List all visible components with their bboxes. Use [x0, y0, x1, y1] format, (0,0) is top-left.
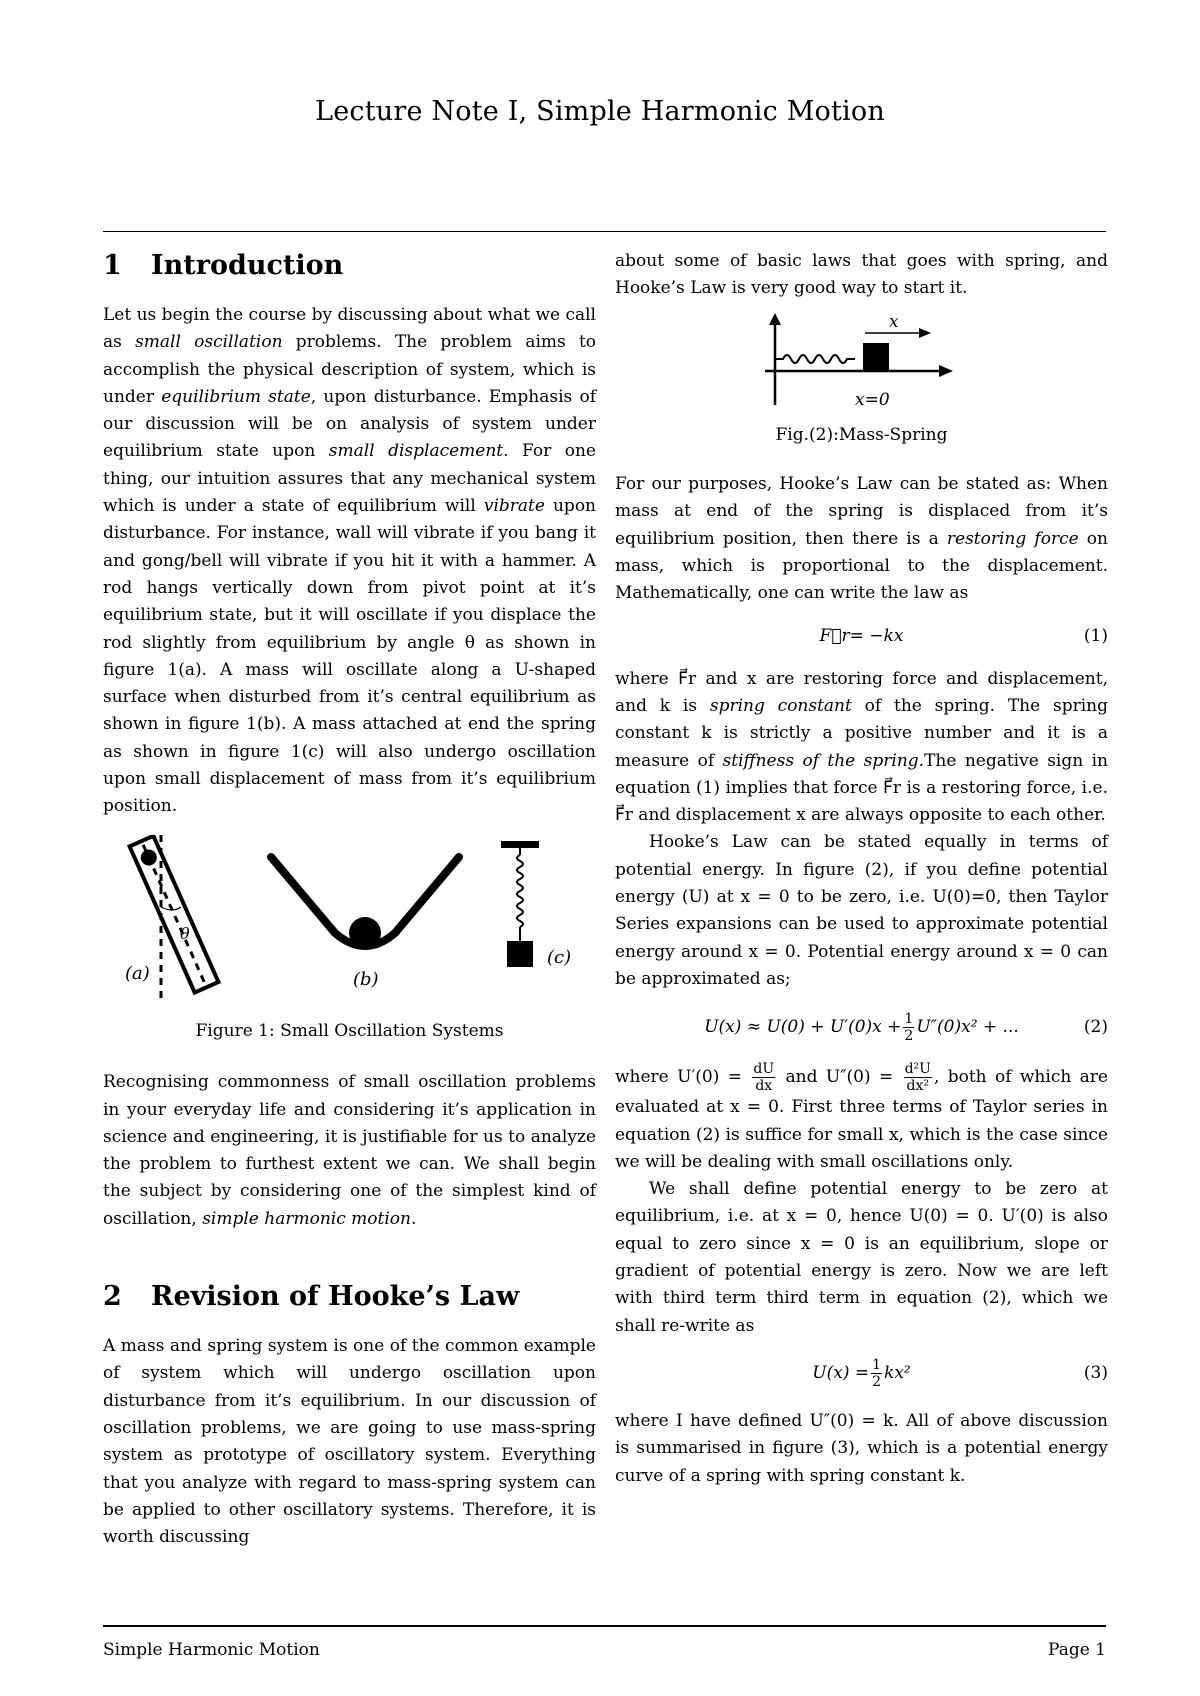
ceiling-bar — [501, 841, 539, 848]
eq1-number: (1) — [1083, 626, 1108, 647]
eq2-fraction — [903, 1011, 914, 1044]
hanging-mass — [507, 941, 533, 967]
intro-paragraph-2 — [103, 1069, 596, 1233]
section-2-heading — [103, 1279, 596, 1315]
footer-rule — [103, 1625, 1106, 1627]
section-1-heading — [103, 248, 596, 284]
figure-1-drawing — [103, 835, 596, 1005]
text-run: problems. The problem aims to accomplish the physical description of system, which is under — [103, 332, 597, 407]
text-run: . For one thing, our intuition assures that any mechanical system which is under a state of equilibrium will — [103, 441, 596, 517]
text-run: , both of which are evaluated at x = 0. First three terms of Taylor series in equation (2) is suffice for small x, which is the case since we will be dealing with small oscillations only. — [615, 1067, 1108, 1172]
text-run: Recognising commonness of small oscillation problems in your everyday life and considering it’s application in science and engineering, it is justifiable for us to analyze the problem to furthest extent we can. We shall begin the subject by considering one of the simplest kind of oscillation, — [103, 1072, 596, 1229]
section-1-number: 1 — [103, 250, 122, 281]
hooke-paragraph-2 — [615, 471, 1108, 607]
ball-mass — [349, 917, 381, 949]
eq2-frac-top: 1 — [904, 1010, 914, 1027]
section-1-title: Introduction — [151, 250, 344, 281]
figure-2-caption: Fig.(2):Mass-Spring — [775, 424, 948, 445]
eq3-part-a: U(x) = — [812, 1363, 870, 1384]
text-run: and U″(0) = — [777, 1067, 902, 1088]
hooke-paragraph-5 — [615, 1061, 1108, 1176]
text-run: on mass, which is proportional to the displacement. Mathematically, one can write the law as — [615, 528, 1108, 604]
text-run: where U′(0) = — [615, 1067, 751, 1088]
text-run: . — [410, 1208, 417, 1229]
d2u-dx2-fraction — [904, 1061, 932, 1094]
eq3-part-b: kx² — [884, 1363, 911, 1384]
text-run: For our purposes, Hooke’s Law can be stated as: When mass at end of the spring is displaced from it’s equilibrium position, then there is a — [615, 474, 1108, 549]
frac-top: d²U — [904, 1061, 931, 1078]
intro-paragraph-1 — [103, 302, 596, 821]
label-b: (b) — [353, 968, 379, 990]
equation-2 — [615, 999, 1108, 1055]
emph-stiffness: stiffness of the spring. — [722, 750, 925, 771]
eq2-part-b: U″(0)x² + ... — [916, 1016, 1019, 1037]
frac-bot: dx — [755, 1078, 773, 1095]
eq2-frac-bot: 2 — [904, 1027, 914, 1044]
eq3-number: (3) — [1083, 1363, 1108, 1384]
footer-title: Simple Harmonic Motion — [103, 1640, 320, 1660]
eq3-frac-top: 1 — [872, 1357, 882, 1374]
x0-label: x=0 — [855, 389, 890, 410]
spring-coil — [517, 855, 523, 927]
hooke-paragraph-1: A mass and spring system is one of the common example of system which will undergo oscillation upon disturbance from it’s equilibrium. In our discussion of oscillation problems, we are going to use mass-spring system as prototype of oscillatory system. Everything that you analyze with regard to mass-spring system can be applied to other oscillatory systems. Therefore, it is worth discussing — [103, 1336, 596, 1548]
header-rule — [103, 231, 1106, 232]
text-run: , upon disturbance. Emphasis of our discussion will be on analysis of system under equilibrium state upon — [103, 386, 596, 462]
x-label: x — [889, 312, 899, 332]
eq3-frac-bot: 2 — [872, 1374, 882, 1391]
eq2-part-a: U(x) ≈ U(0) + U′(0)x + — [704, 1016, 902, 1037]
emph-spring-constant: spring constant — [709, 695, 852, 716]
hooke-paragraph-1-cont: about some of basic laws that goes with spring, and Hooke’s Law is very good way to start it. — [615, 251, 1108, 299]
emph-small-oscillation: small oscillation — [135, 332, 283, 353]
hooke-paragraph-7: where I have defined U″(0) = k. All of above discussion is summarised in figure (3), which is a potential energy curve of a spring with spring constant k. — [615, 1410, 1108, 1486]
figure-1 — [103, 835, 596, 1046]
frac-bot: dx² — [906, 1078, 929, 1095]
eq2-number: (2) — [1083, 1016, 1108, 1037]
text-run: The negative sign in equation (1) implies that force F⃗r is a restoring force, i.e. F⃗r and displacement x are always opposite to each other. — [615, 750, 1108, 826]
eq3-fraction — [871, 1357, 882, 1390]
emph-equilibrium-state: equilibrium state — [161, 386, 311, 407]
emph-small-displacement: small displacement — [328, 441, 504, 462]
figure-1-caption: Figure 1: Small Oscillation Systems — [195, 1020, 504, 1041]
text-run: upon disturbance. For instance, wall will vibrate if you bang it and gong/bell will vibrate if you hit it with a hammer. A rod hangs vertically down from pivot point at it’s equilibrium state, but it will oscillate if you displace the rod slightly from equilibrium by angle θ as shown in figure 1(a). A mass will oscillate along a U-shaped surface when disturbed from it’s central equilibrium as shown in figure 1(b). A mass attached at end the spring as shown in figure 1(c) will also undergo oscillation upon small displacement of mass from it’s equilibrium position. — [103, 496, 596, 817]
left-column — [103, 248, 596, 1551]
label-a: (a) — [125, 962, 150, 984]
text-run: of the spring. The spring constant k is strictly a positive number and it is a measure of — [615, 695, 1108, 771]
label-c: (c) — [547, 946, 572, 968]
hooke-paragraph-3 — [615, 666, 1108, 830]
hooke-paragraph-4: Hooke’s Law can be stated equally in terms of potential energy. In figure (2), if you define potential energy (U) at x = 0 to be zero, i.e. U(0)=0, then Taylor Series expansions can be used to approximate potential energy around x = 0. Potential energy around x = 0 can be approximated as; — [615, 832, 1108, 989]
frac-top: dU — [753, 1061, 775, 1078]
emph-vibrate: vibrate — [483, 496, 545, 517]
section-2-number: 2 — [103, 1281, 122, 1313]
figure-2-drawing — [615, 313, 1108, 413]
right-column — [615, 248, 1108, 1490]
block-mass — [863, 343, 889, 371]
equation-1 — [615, 614, 1108, 660]
eq1-lhs: F⃗r — [819, 626, 850, 647]
emph-simple-harmonic-motion: simple harmonic motion — [202, 1208, 411, 1229]
spring-horizontal — [775, 355, 855, 363]
text-run: Let us begin the course by discussing about what we call as — [103, 305, 596, 353]
eq1-rhs: = −kx — [849, 626, 904, 647]
text-run: where F⃗r and x are restoring force and displacement, and k is — [615, 668, 1108, 716]
figure-2 — [615, 313, 1108, 450]
theta-label: θ — [180, 923, 190, 943]
hooke-paragraph-6: We shall define potential energy to be zero at equilibrium, i.e. at x = 0, hence U(0) = 0. U′(0) is also equal to zero since x = 0 is an equilibrium, slope or gradient of potential energy is zero. Now we are left with third term third term in equation (2), which we shall re-write as — [615, 1179, 1108, 1336]
du-dx-fraction — [752, 1061, 775, 1094]
page-number: Page 1 — [1048, 1640, 1106, 1660]
page-title: Lecture Note I, Simple Harmonic Motion — [315, 96, 885, 127]
section-2-title: Revision of Hooke’s Law — [151, 1281, 520, 1313]
emph-restoring-force: restoring force — [946, 528, 1079, 549]
equation-3 — [615, 1346, 1108, 1402]
